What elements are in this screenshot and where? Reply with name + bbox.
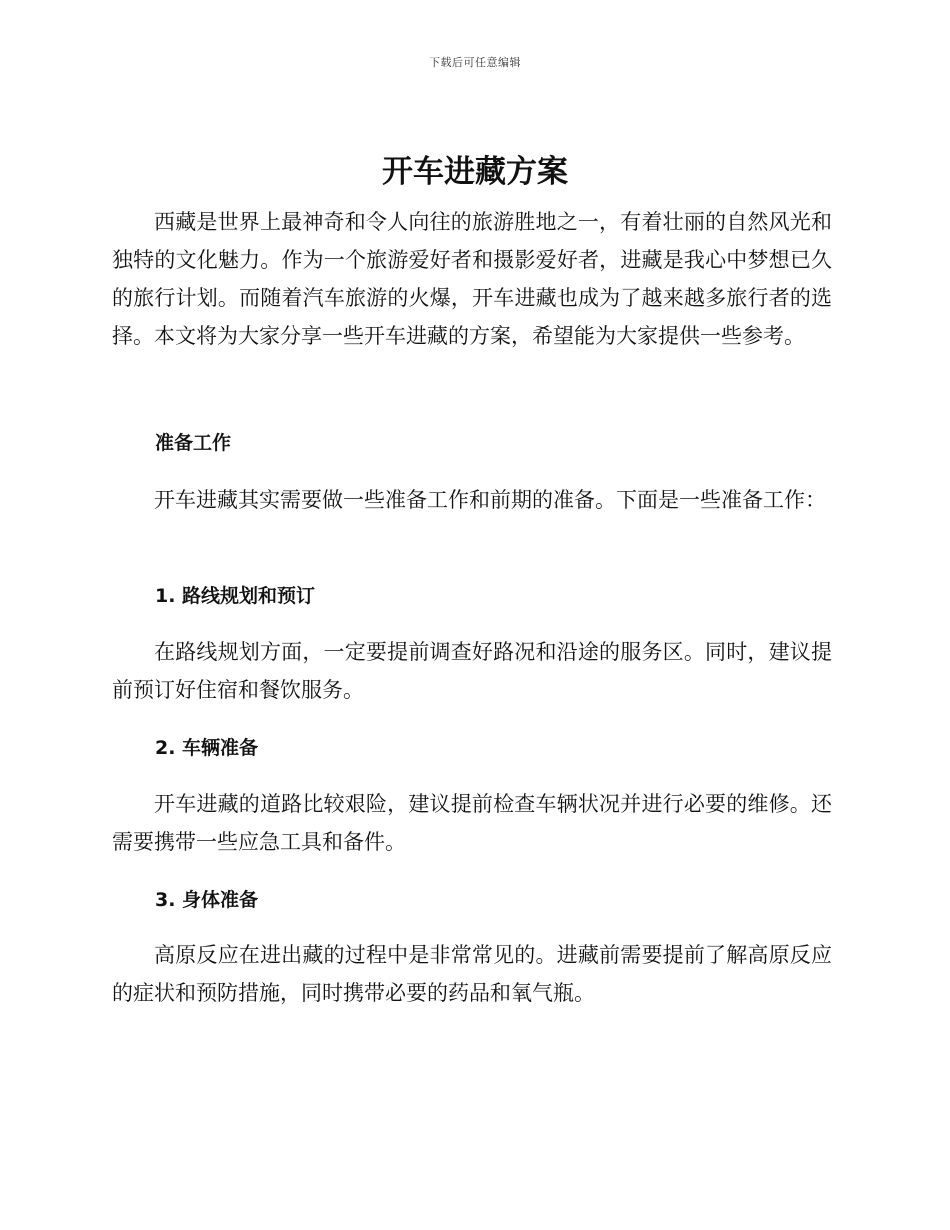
item-heading-route: 1. 路线规划和预订 [155, 585, 316, 607]
intro-paragraph: 西藏是世界上最神奇和令人向往的旅游胜地之一，有着壮丽的自然风光和独特的文化魅力。作为一个旅游爱好者和摄影爱好者，进藏是我心中梦想已久的旅行计划。而随着汽车旅游的火爆，开车进藏也成为了越来越多旅行者的选择。本文将为大家分享一些开车进藏的方案，希望能为大家提供一些参考。 [112, 210, 832, 348]
section-heading-preparation: 准备工作 [155, 432, 232, 454]
item-heading-vehicle: 2. 车辆准备 [155, 737, 259, 759]
header-note: 下载后可任意编辑 [429, 56, 521, 69]
item-heading-health: 3. 身体准备 [155, 889, 259, 911]
item-text-health: 高原反应在进出藏的过程中是非常常见的。进藏前需要提前了解高原反应的症状和预防措施，同时携带必要的药品和氧气瓶。 [112, 943, 832, 1005]
section-intro-paragraph: 开车进藏其实需要做一些准备工作和前期的准备。下面是一些准备工作： [154, 488, 826, 512]
document-title: 开车进藏方案 [382, 154, 568, 190]
item-text-vehicle: 开车进藏的道路比较艰险，建议提前检查车辆状况并进行必要的维修。还需要携带一些应急工具和备件。 [112, 792, 832, 854]
item-text-route: 在路线规划方面，一定要提前调查好路况和沿途的服务区。同时，建议提前预订好住宿和餐饮服务。 [112, 640, 832, 702]
